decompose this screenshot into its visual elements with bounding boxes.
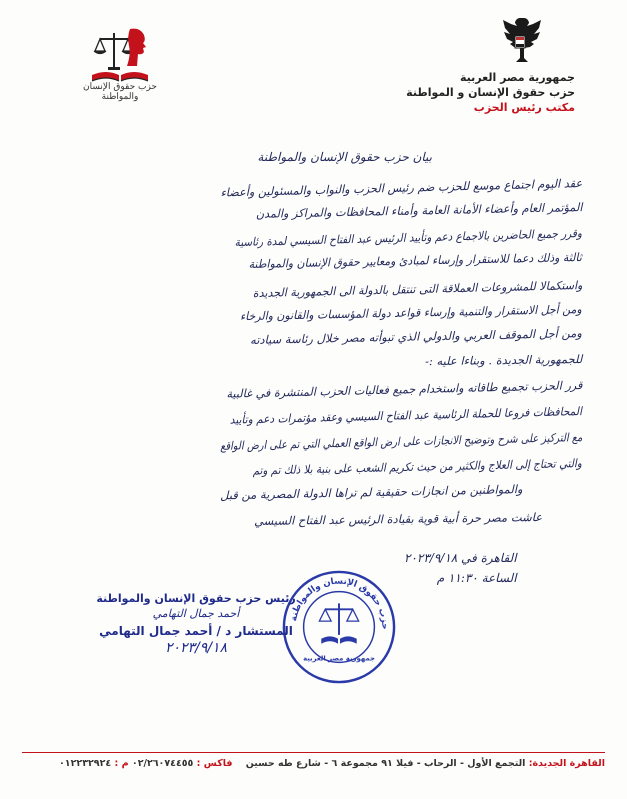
letter-line: المؤتمر العام وأعضاء الأمانة العامة وأمناء المحافظات والمراكز والمدن — [255, 200, 583, 221]
signatory-name: المستشار د / أحمد جمال التهامي — [99, 624, 293, 638]
letter-time: الساعة ١١:٣٠ م — [436, 571, 517, 585]
letterhead-footer — [22, 752, 605, 769]
letter-line: ثالثة وذلك دعما للاستقرار وإرساء لمبادئ ومعايير حقوق الإنسان والمواطنة — [248, 250, 583, 271]
letter-line: عقد اليوم اجتماع موسع للحزب ضم رئيس الحزب والنواب والمسئولين وأعضاء — [220, 176, 583, 200]
letter-line: وقرر جميع الحاضرين بالاجماع دعم وتأييد الرئيس عبد الفتاح السيسي لمدة رئاسية — [234, 226, 583, 250]
letter-line: للجمهورية الجديدة . وبناءا عليه :- — [424, 352, 583, 369]
country-name: جمهورية مصر العربية — [460, 71, 575, 84]
signatory-title: رئيس حزب حقوق الإنسان والمواطنة — [96, 592, 296, 605]
mobile-number: ٠١٢٢٣٢٩٢٤ — [59, 758, 112, 769]
signature-block — [96, 592, 296, 656]
letter-line: والمواطنين من انجازات حقيقية لم تراها الدولة المصرية من قبل — [219, 482, 523, 503]
office-name: مكتب رئيس الحزب — [473, 101, 575, 114]
official-stamp — [280, 568, 398, 686]
letter-line: واستكمالا للمشروعات العملاقة التى تنتقل بالدولة الى الجمهورية الجديدة — [252, 278, 583, 301]
letter-closing: عاشت مصر حرة أبية قوية بقيادة الرئيس عبد الفتاح السيسي — [253, 510, 543, 529]
letter-line: المحافظات فروعا للحملة الرئاسية عبد الفتاح السيسي وعقد مؤتمرات دعم وتأييد — [229, 404, 583, 427]
handwritten-signature: أحمد جمال التهامي — [152, 607, 240, 620]
letter-line: ومن أجل الموقف العربي والدولي الذي تبوأته مصر خلال رئاسة سيادته — [250, 326, 583, 347]
letter-date-block — [404, 548, 517, 588]
letter-heading: بيان حزب حقوق الإنسان والمواطنة — [257, 150, 432, 164]
letter-date: القاهرة في ٢٠٢٣/٩/١٨ — [404, 551, 517, 565]
letterhead — [375, 70, 575, 115]
stamp-bottom-text: جمهورية مصر العربية — [303, 654, 375, 663]
letter-line: مع التركيز على شرح وتوضيح الانجازات على ارض الواقع العملي التي تم على ارض الواقع — [219, 430, 583, 453]
fax-number: ٠٢/٢٦٠٧٤٤٥٥ — [131, 758, 194, 769]
address-label: القاهرة الجديدة: — [528, 758, 605, 769]
letter-line: ومن أجل الاستقرار والتنمية وإرساء قواعد دولة المؤسسات والقانون والرخاء — [240, 302, 583, 324]
address-text: التجمع الأول - الرحاب - فيلا ٩١ مجموعة ٦ - شارع طه حسين — [245, 758, 526, 769]
mobile-label: م : — [114, 758, 129, 769]
fax-label: فاكس : — [196, 758, 233, 769]
egypt-eagle-emblem — [499, 14, 541, 64]
letter-line: قرر الحزب تجميع طاقاته واستخدام جميع فعاليات الحزب المنتشرة في غالبية — [225, 378, 583, 401]
party-name: حزب حقوق الإنسان و المواطنة — [406, 86, 575, 99]
party-logo-caption: حزب حقوق الإنسان والمواطنة — [83, 82, 157, 102]
signature-date: ٢٠٢٣/٩/١٨ — [164, 640, 228, 656]
letter-line: والتي تحتاج إلى العلاج والكثير من حيث تكريم الشعب على بنية بلا ذلك تم وتم — [252, 456, 583, 478]
stamp-ring-text: حزب حقوق الإنسان والمواطنة — [289, 576, 390, 630]
